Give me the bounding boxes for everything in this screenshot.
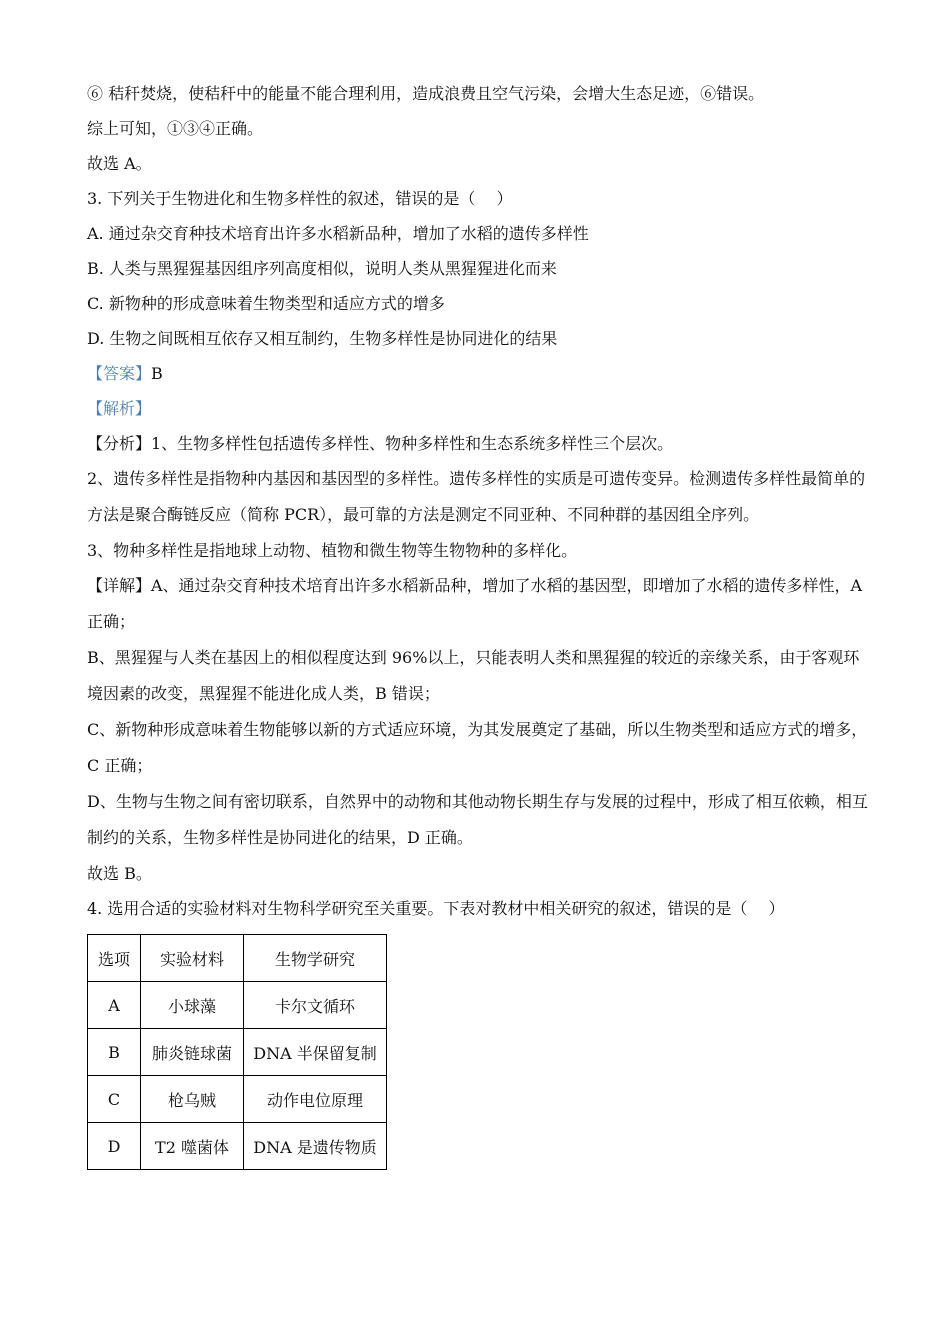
question-3-option-a: A. 通过杂交育种技术培育出许多水稻新品种，增加了水稻的遗传多样性 (87, 224, 589, 243)
table-cell: 枪乌贼 (141, 1076, 244, 1123)
question-4-stem: 4. 选用合适的实验材料对生物科学研究至关重要。下表对教材中相关研究的叙述，错误的是（ ） (87, 899, 785, 918)
analysis-point-2: 2、遗传多样性是指物种内基因和基因型的多样性。遗传多样性的实质是可遗传变异。检测遗传多样性最简单的方法是聚合酶链反应（简称 PCR），最可靠的方法是测定不同亚种、不同种群的基因组全序列。 (87, 469, 866, 524)
table-row (88, 1076, 387, 1123)
answer-tag: 【答案】 (87, 364, 152, 383)
question-3-option-b: B. 人类与黑猩猩基因组序列高度相似，说明人类从黑猩猩进化而来 (87, 259, 557, 278)
question-3-option-d: D. 生物之间既相互依存又相互制约，生物多样性是协同进化的结果 (87, 329, 558, 348)
analysis-tag: 【解析】 (87, 399, 152, 418)
table-cell: DNA 半保留复制 (244, 1029, 387, 1076)
table-header-cell: 实验材料 (141, 935, 244, 982)
detail-a: 【详解】A、通过杂交育种技术培育出许多水稻新品种，增加了水稻的基因型，即增加了水稻的遗传多样性，A 正确； (87, 576, 863, 631)
table-cell: C (88, 1076, 141, 1123)
table-cell: T2 噬菌体 (141, 1123, 244, 1170)
table-row (88, 1123, 387, 1170)
detail-b: B、黑猩猩与人类在基因上的相似程度达到 96%以上，只能表明人类和黑猩猩的较近的亲缘关系，由于客观环境因素的改变，黑猩猩不能进化成人类，B 错误； (87, 648, 860, 703)
table-cell: DNA 是遗传物质 (244, 1123, 387, 1170)
document-page (87, 76, 877, 1170)
table-cell: B (88, 1029, 141, 1076)
question-3-stem: 3. 下列关于生物进化和生物多样性的叙述，错误的是（ ） (87, 189, 513, 208)
analysis-line (87, 391, 877, 426)
analysis-point-3: 3、物种多样性是指地球上动物、植物和微生物等生物物种的多样化。 (87, 541, 578, 560)
text-line-choose-a: 故选 A。 (87, 154, 152, 173)
table-header-cell: 选项 (88, 935, 141, 982)
question-3-option-c: C. 新物种的形成意味着生物类型和适应方式的增多 (87, 294, 445, 313)
table-row (88, 1029, 387, 1076)
conclusion-choose-b: 故选 B。 (87, 864, 152, 883)
table-cell: A (88, 982, 141, 1029)
table-header-cell: 生物学研究 (244, 935, 387, 982)
analysis-point-1: 【分析】1、生物多样性包括遗传多样性、物种多样性和生态系统多样性三个层次。 (87, 434, 674, 453)
detail-d: D、生物与生物之间有密切联系，自然界中的动物和其他动物长期生存与发展的过程中，形成了相互依赖，相互制约的关系，生物多样性是协同进化的结果，D 正确。 (87, 792, 868, 847)
table-cell: D (88, 1123, 141, 1170)
table-header-row (88, 935, 387, 982)
detail-c: C、新物种形成意味着生物能够以新的方式适应环境，为其发展奠定了基础，所以生物类型和适应方式的增多，C 正确； (87, 720, 868, 775)
table-row (88, 982, 387, 1029)
table-cell: 动作电位原理 (244, 1076, 387, 1123)
table-cell: 肺炎链球菌 (141, 1029, 244, 1076)
table-cell: 卡尔文循环 (244, 982, 387, 1029)
text-line-summary: 综上可知，①③④正确。 (87, 119, 264, 138)
table-cell: 小球藻 (141, 982, 244, 1029)
text-line-straw-burning: ⑥ 秸秆焚烧，使秸秆中的能量不能合理利用，造成浪费且空气污染，会增大生态足迹，⑥错误。 (87, 84, 765, 103)
experiment-table (87, 934, 387, 1170)
answer-value: B (151, 364, 163, 383)
answer-line (87, 356, 877, 391)
